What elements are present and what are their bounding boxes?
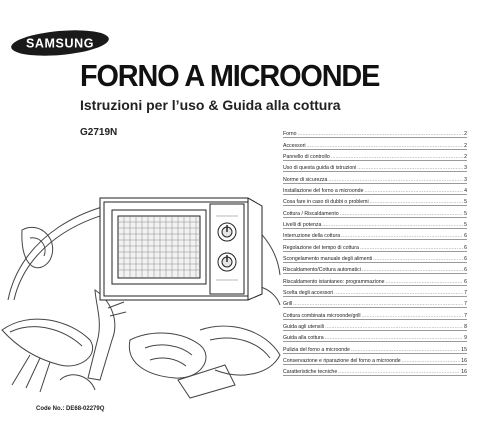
- toc-entry[interactable]: [283, 308, 467, 319]
- toc-entry-title: Cottura combinata microonde/grill: [283, 312, 361, 319]
- toc-entry-page: 6: [464, 244, 467, 251]
- toc-entry-title: Livelli di potenza: [283, 221, 322, 228]
- toc-entry-page: 7: [464, 301, 467, 308]
- toc-entry-title: Pulizia del forno a microonde: [283, 346, 350, 353]
- toc-entry-title: Scongelamento manuale degli alimenti: [283, 255, 373, 262]
- toc-entry-page: 16: [461, 357, 467, 364]
- document-title: FORNO A MICROONDE: [80, 58, 380, 93]
- toc-entry-page: 8: [464, 323, 467, 330]
- toc-entry-page: 5: [464, 199, 467, 206]
- toc-entry[interactable]: [283, 331, 467, 342]
- code-number: [36, 406, 104, 412]
- toc-leader-dots: [293, 301, 463, 307]
- toc-entry[interactable]: [283, 354, 467, 365]
- toc-entry-page: 6: [464, 233, 467, 240]
- toc-entry[interactable]: [283, 286, 467, 297]
- toc-entry-title: Norme di sicurezza: [283, 176, 328, 183]
- samsung-logo: [10, 30, 110, 56]
- toc-entry-page: 16: [461, 369, 467, 376]
- toc-leader-dots: [360, 245, 463, 251]
- document-subtitle: Istruzioni per l’uso & Guida alla cottura: [80, 97, 341, 113]
- toc-leader-dots: [357, 165, 463, 171]
- toc-leader-dots: [373, 256, 463, 262]
- toc-entry[interactable]: [283, 252, 467, 263]
- microwave-oven-icon: [100, 198, 262, 300]
- toc-entry-title: Caratteristiche tecniche: [283, 369, 338, 376]
- toc-leader-dots: [386, 279, 464, 285]
- toc-entry-page: 7: [464, 312, 467, 319]
- toc-entry-page: 4: [464, 187, 467, 194]
- toc-entry-page: 2: [464, 131, 467, 138]
- toc-leader-dots: [298, 131, 464, 137]
- toc-entry-page: 6: [464, 278, 467, 285]
- toc-entry-title: Riscaldamento/Cottura automatici: [283, 267, 361, 274]
- toc-leader-dots: [362, 313, 464, 319]
- toc-entry-title: Uso di questa guida di istruzioni: [283, 165, 357, 172]
- toc-leader-dots: [307, 143, 464, 149]
- toc-leader-dots: [338, 369, 460, 375]
- toc-entry-page: 5: [464, 221, 467, 228]
- toc-entry-title: Cosa fare in caso di dubbi o problemi: [283, 199, 369, 206]
- toc-leader-dots: [331, 154, 463, 160]
- toc-leader-dots: [402, 358, 461, 364]
- toc-leader-dots: [351, 347, 460, 353]
- toc-entry[interactable]: [283, 184, 467, 195]
- toc-leader-dots: [340, 211, 463, 217]
- toc-entry-title: Guida alla cottura: [283, 335, 324, 342]
- toc-entry-page: 6: [464, 255, 467, 262]
- code-value: DE68-02279Q: [66, 406, 105, 412]
- toc-entry[interactable]: [283, 206, 467, 217]
- toc-entry-title: Grill: [283, 301, 293, 308]
- toc-entry-page: 15: [461, 346, 467, 353]
- toc-entry[interactable]: [283, 365, 467, 376]
- toc-entry-title: Cottura / Riscaldamento: [283, 210, 339, 217]
- code-label: Code No.:: [36, 406, 65, 412]
- toc-leader-dots: [328, 177, 463, 183]
- toc-leader-dots: [370, 199, 463, 205]
- toc-entry[interactable]: [283, 274, 467, 285]
- model-number: G2719N: [80, 127, 118, 138]
- toc-entry[interactable]: [283, 127, 467, 138]
- toc-entry-title: Accessori: [283, 142, 306, 149]
- toc-entry-title: Forno: [283, 131, 297, 138]
- toc-leader-dots: [341, 233, 463, 239]
- table-of-contents: [283, 127, 467, 376]
- toc-entry-title: Riscaldamento istantaneo: programmazione: [283, 278, 385, 285]
- toc-entry-title: Guida agli utensili: [283, 323, 324, 330]
- toc-entry-page: 3: [464, 176, 467, 183]
- toc-entry[interactable]: [283, 172, 467, 183]
- toc-leader-dots: [364, 188, 463, 194]
- toc-entry-page: 6: [464, 267, 467, 274]
- toc-entry[interactable]: [283, 263, 467, 274]
- toc-entry-title: Scelta degli accessori: [283, 289, 334, 296]
- toc-entry[interactable]: [283, 342, 467, 353]
- toc-leader-dots: [322, 222, 463, 228]
- toc-entry-page: 9: [464, 335, 467, 342]
- toc-entry-title: Conservazione e riparazione del forno a microonde: [283, 357, 401, 364]
- toc-entry[interactable]: [283, 297, 467, 308]
- toc-leader-dots: [325, 335, 463, 341]
- toc-entry-page: 5: [464, 210, 467, 217]
- toc-entry-title: Interruzione della cottura: [283, 233, 341, 240]
- toc-entry[interactable]: [283, 229, 467, 240]
- toc-entry-page: 7: [464, 289, 467, 296]
- toc-entry-title: Regolazione del tempo di cottura: [283, 244, 359, 251]
- toc-entry[interactable]: [283, 138, 467, 149]
- toc-entry-page: 2: [464, 153, 467, 160]
- toc-entry-page: 2: [464, 142, 467, 149]
- toc-leader-dots: [325, 324, 463, 330]
- toc-leader-dots: [334, 290, 463, 296]
- logo-text: SAMSUNG: [25, 36, 95, 51]
- toc-entry[interactable]: [283, 320, 467, 331]
- microwave-illustration: [0, 180, 285, 400]
- toc-entry[interactable]: [283, 195, 467, 206]
- toc-leader-dots: [362, 267, 463, 273]
- toc-entry-title: Pannello di controllo: [283, 153, 330, 160]
- toc-entry[interactable]: [283, 161, 467, 172]
- toc-entry-page: 3: [464, 165, 467, 172]
- toc-entry[interactable]: [283, 150, 467, 161]
- toc-entry[interactable]: [283, 240, 467, 251]
- toc-entry-title: Installazione del forno a microonde: [283, 187, 364, 194]
- toc-entry[interactable]: [283, 218, 467, 229]
